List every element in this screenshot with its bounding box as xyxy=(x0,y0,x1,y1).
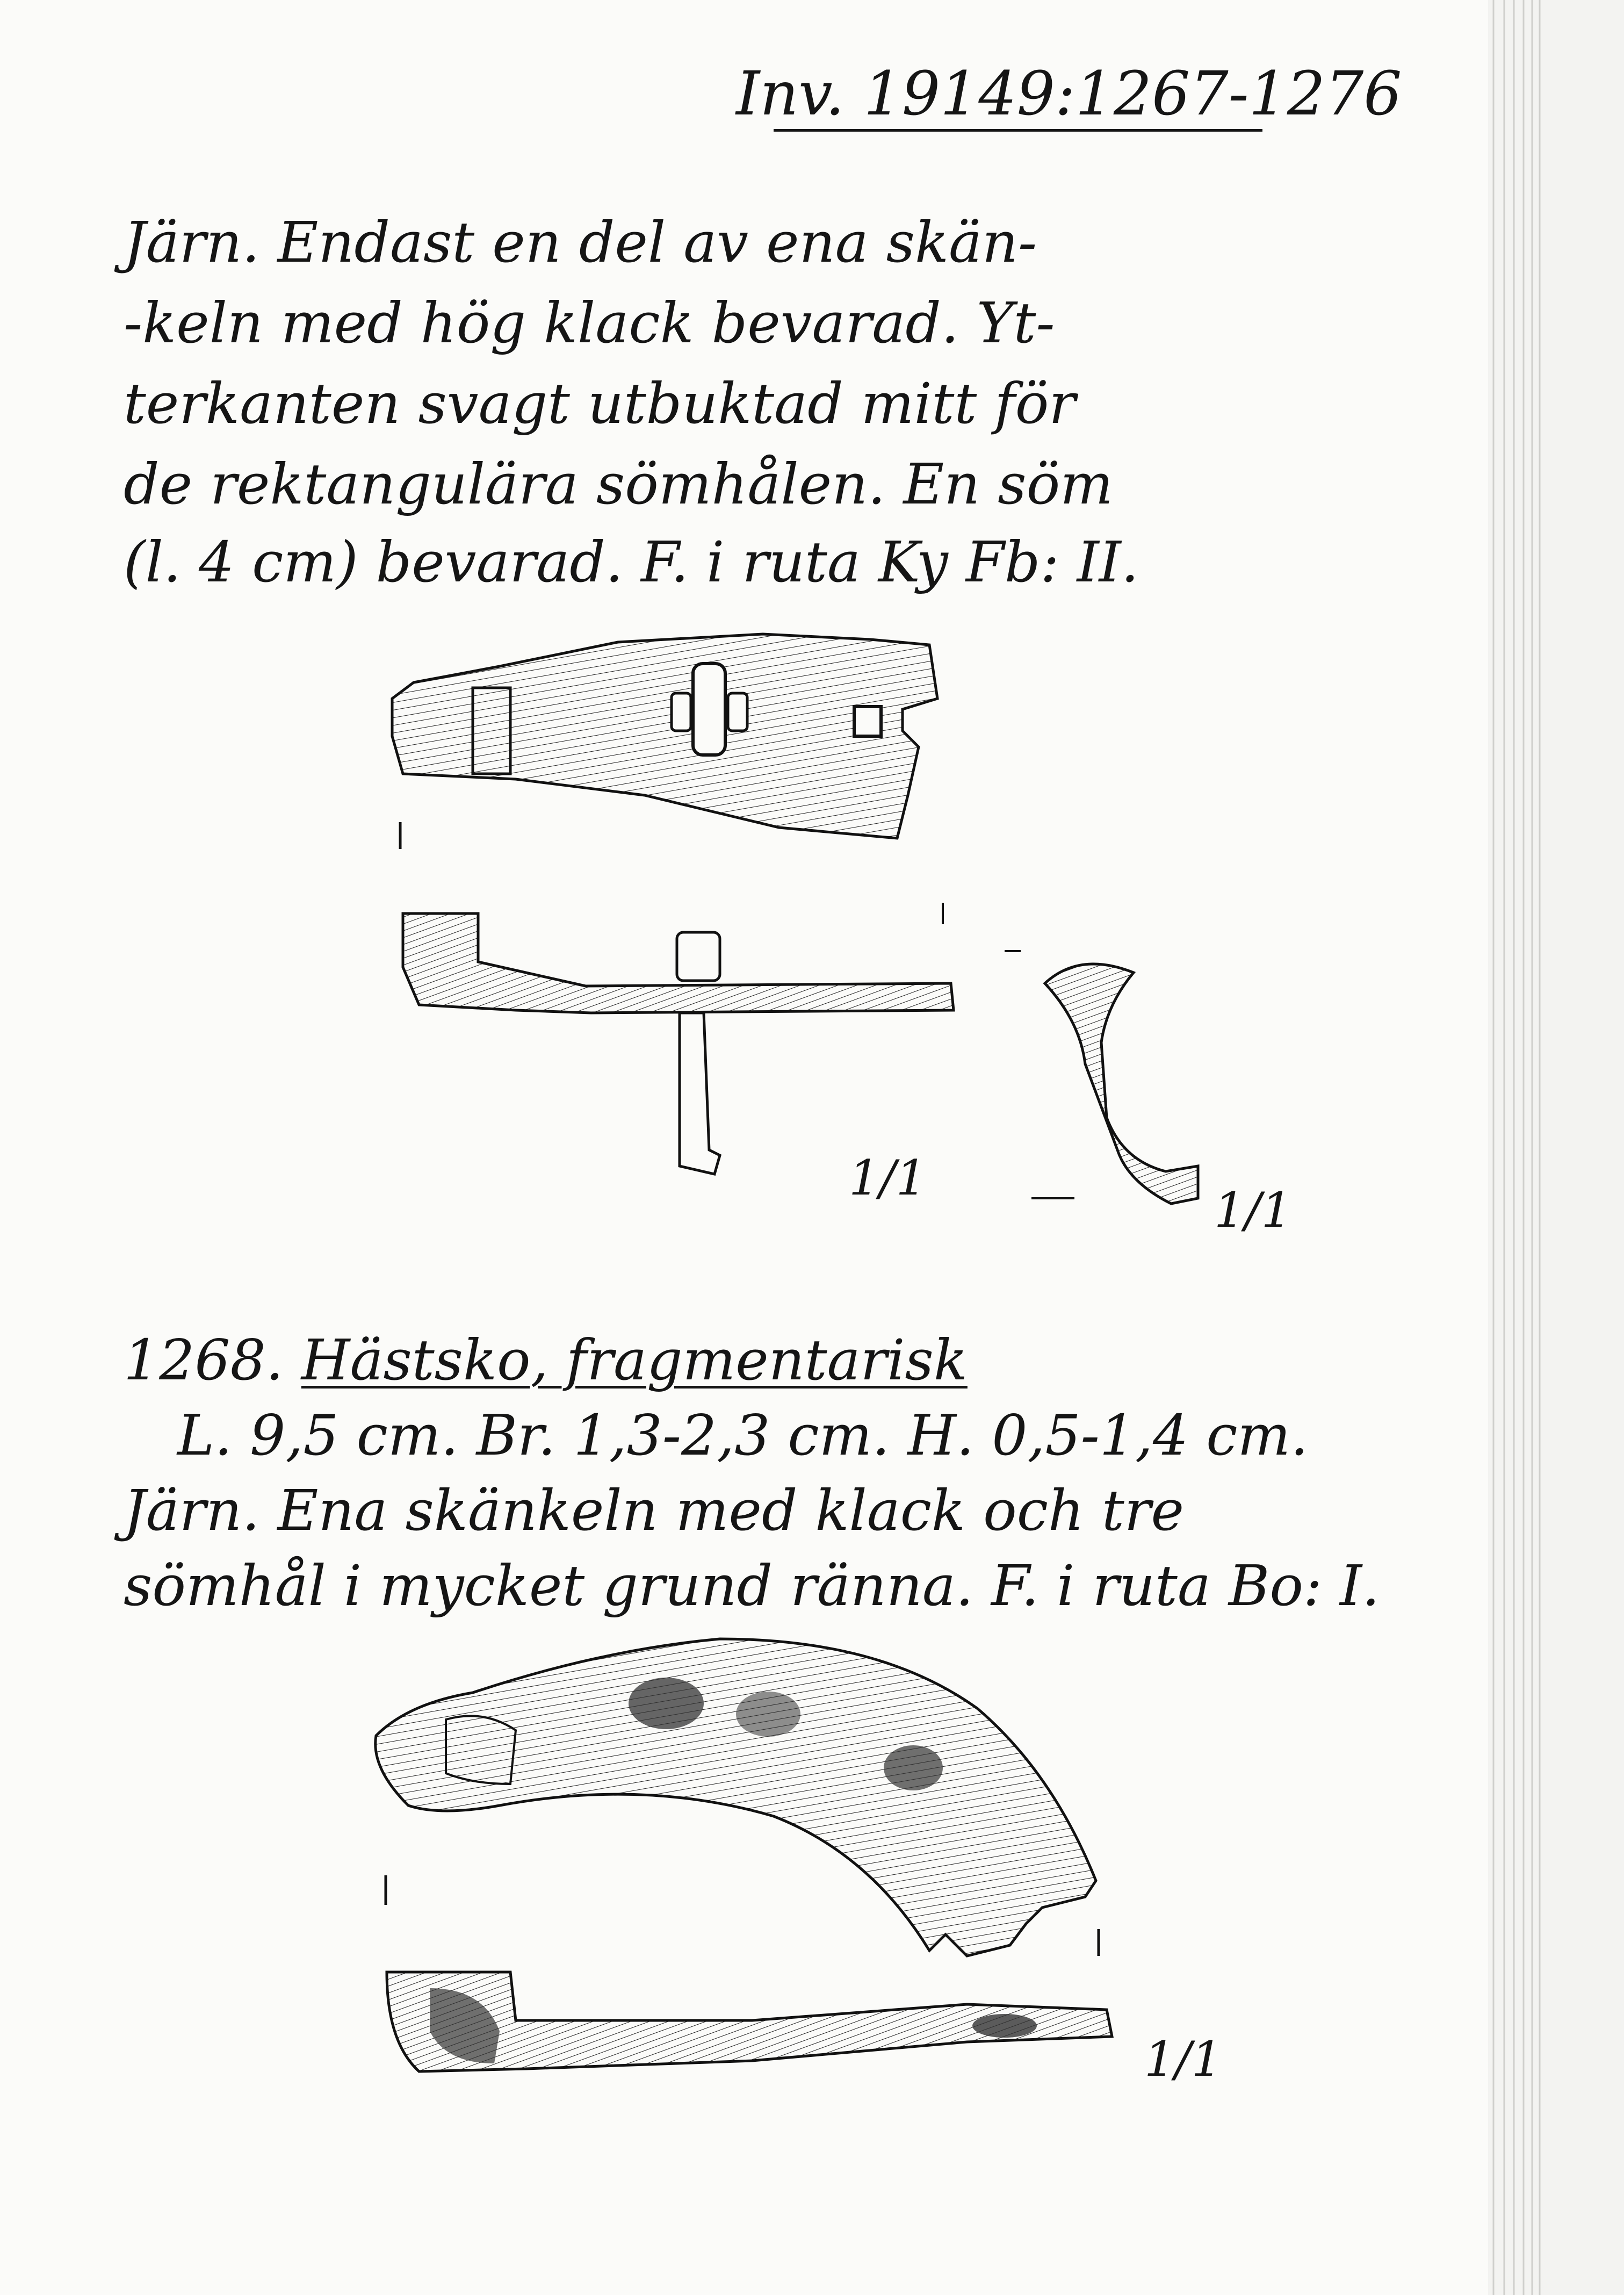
scale-1267-b: 1/1 xyxy=(1214,1182,1292,1239)
scale-1267-a: 1/1 xyxy=(849,1150,927,1206)
entry-1267-line-4: de rektangulära sömhålen. En söm xyxy=(124,451,1113,517)
entry-number: 1268. xyxy=(124,1327,284,1393)
entry-1268-line-2: Järn. Ena skänkeln med klack och tre xyxy=(124,1478,1185,1543)
scale-1268: 1/1 xyxy=(1144,2031,1222,2088)
entry-1268-line-1: L. 9,5 cm. Br. 1,3-2,3 cm. H. 0,5-1,4 cm. xyxy=(177,1402,1309,1468)
entry-title: Hästsko, fragmentarisk xyxy=(301,1327,968,1393)
entry-1267-line-3: terkanten svagt utbuktad mitt för xyxy=(124,371,1076,436)
entry-1267-line-5: (l. 4 cm) bevarad. F. i ruta Ky Fb: II. xyxy=(124,529,1139,595)
entry-1267-line-1: Järn. Endast en del av ena skän- xyxy=(124,210,1037,275)
shoe-side-view-1268 xyxy=(387,1972,1112,2071)
inventory-number: Inv. 19149:1267-1276 xyxy=(736,59,1402,129)
entry-1267-line-2: -keln med hög klack bevarad. Yt- xyxy=(124,290,1055,356)
shoe-top-view-1268 xyxy=(376,1639,1096,1956)
entry-1268-line-3: sömhål i mycket grund ränna. F. i ruta Bo: I. xyxy=(124,1553,1380,1618)
